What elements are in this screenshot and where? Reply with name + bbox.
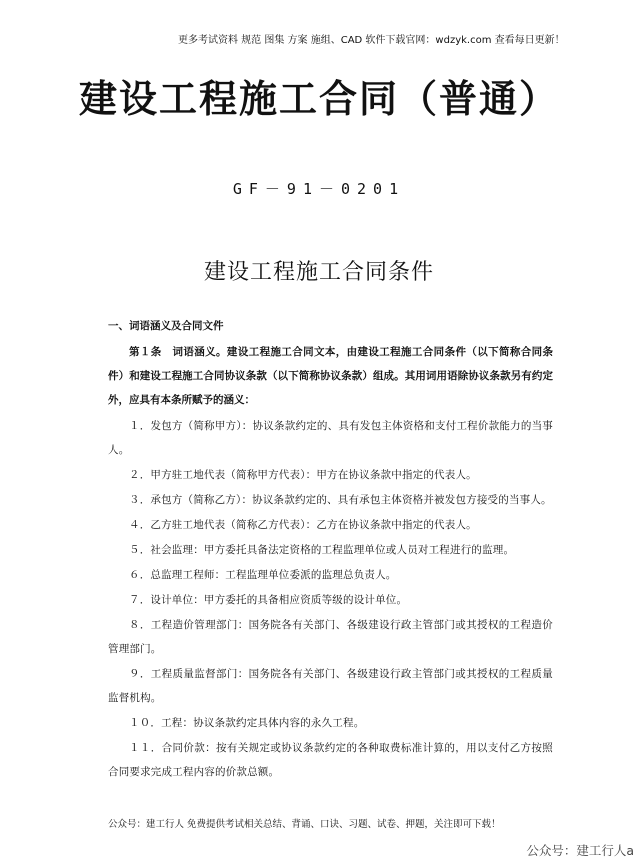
term-item bbox=[108, 588, 553, 612]
term-definitions-list bbox=[108, 414, 553, 785]
header-note: 更多考试资料 规范 图集 方案 施组、CAD 软件下载官网：wdzyk.com 查看每日更新！ bbox=[178, 35, 565, 46]
term-item bbox=[108, 662, 553, 710]
document-subtitle: 建设工程施工合同条件 bbox=[203, 260, 434, 285]
term-text: ２．甲方驻工地代表（简称甲方代表）：甲方在协议条款中指定的代表人。 bbox=[129, 469, 477, 481]
term-text: １１．合同价款：按有关规定或协议条款约定的各种取费标准计算的，用以支付乙方按照合同要求完成工程内容的价款总额。 bbox=[108, 742, 553, 778]
term-item bbox=[108, 538, 553, 562]
term-item bbox=[108, 414, 553, 462]
contract-code: GF－91－0201 bbox=[232, 180, 406, 198]
footer-note: 公众号：建工行人 免费提供考试相关总结、背诵、口诀、习题、试卷、押题，关注即可下载！ bbox=[108, 819, 501, 830]
term-text: ８．工程造价管理部门：国务院各有关部门、各级建设行政主管部门或其授权的工程造价管理部门。 bbox=[108, 619, 553, 655]
section-heading: 一、词语涵义及合同文件 bbox=[108, 320, 224, 332]
term-item bbox=[108, 463, 553, 487]
article-1-paragraph: 第１条 词语涵义。建设工程施工合同文本，由建设工程施工合同条件（以下简称合同条件）和建设工程施工合同协议条款（以下简称协议条款）组成。其用词用语除协议条款另有约定外，应具有本条所赋予的涵义： bbox=[108, 346, 553, 406]
watermark-label: 公众号：建工行人a bbox=[526, 843, 634, 858]
term-text: ６．总监理工程师：工程监理单位委派的监理总负责人。 bbox=[129, 569, 397, 581]
term-item bbox=[108, 736, 553, 784]
term-item bbox=[108, 613, 553, 661]
term-item bbox=[108, 711, 553, 735]
term-text: １０．工程：协议条款约定具体内容的永久工程。 bbox=[129, 717, 365, 729]
term-text: ９．工程质量监督部门：国务院各有关部门、各级建设行政主管部门或其授权的工程质量监督机构。 bbox=[108, 668, 553, 704]
term-item bbox=[108, 563, 553, 587]
term-item bbox=[108, 513, 553, 537]
term-text: ４．乙方驻工地代表（简称乙方代表）：乙方在协议条款中指定的代表人。 bbox=[129, 519, 477, 531]
term-text: ７．设计单位：甲方委托的具备相应资质等级的设计单位。 bbox=[129, 594, 408, 606]
term-item bbox=[108, 488, 553, 512]
term-text: １．发包方（简称甲方）：协议条款约定的、具有发包主体资格和支付工程价款能力的当事人。 bbox=[108, 420, 553, 456]
document-title: 建设工程施工合同（普通） bbox=[78, 76, 559, 121]
term-text: ５．社会监理：甲方委托具备法定资格的工程监理单位或人员对工程进行的监理。 bbox=[129, 544, 515, 556]
term-text: ３．承包方（简称乙方）：协议条款约定的、具有承包主体资格并被发包方接受的当事人。 bbox=[129, 494, 552, 506]
